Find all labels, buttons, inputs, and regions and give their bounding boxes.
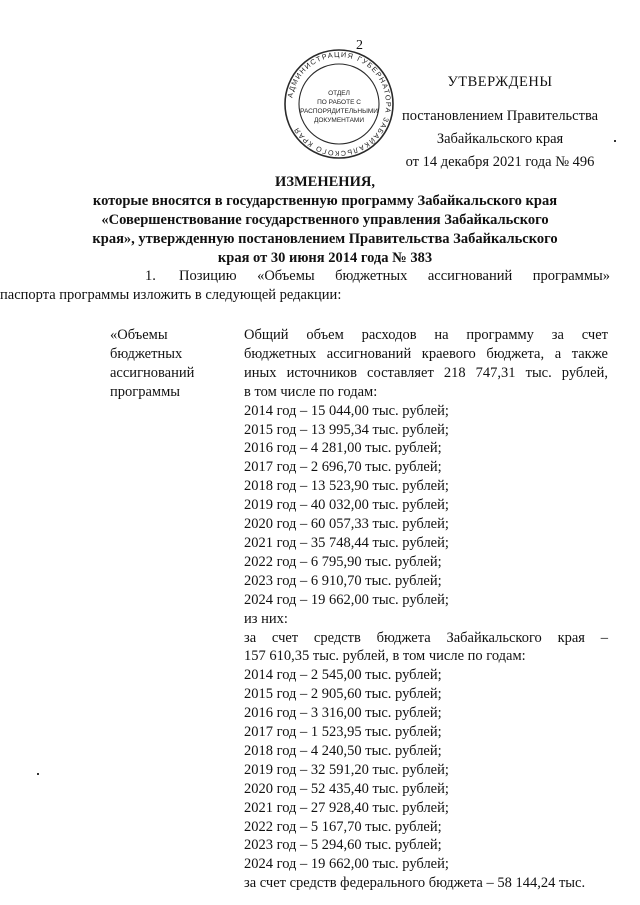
intro-paragraph bbox=[0, 267, 610, 305]
year-amount-line: 2015 год – 2 905,60 тыс. рублей; bbox=[244, 686, 442, 703]
year-amount-line: 2019 год – 40 032,00 тыс. рублей; bbox=[244, 497, 449, 514]
year-amount-line: 2020 год – 60 057,33 тыс. рублей; bbox=[244, 516, 449, 533]
heading-line: которые вносятся в государственную программу Забайкальского края bbox=[92, 193, 558, 209]
seal-center-line: ОТДЕЛ bbox=[328, 90, 350, 97]
heading-line: края», утвержденную постановлением Правительства Забайкальского bbox=[92, 231, 558, 247]
seal-center-line: ПО РАБОТЕ С bbox=[317, 99, 361, 106]
year-amount-line: 2024 год – 19 662,00 тыс. рублей; bbox=[244, 856, 449, 873]
text-line: из них: bbox=[244, 610, 288, 627]
heading-title: ИЗМЕНЕНИЯ, bbox=[275, 174, 375, 190]
table-label-cell bbox=[110, 326, 230, 402]
text-line: за счет средств федерального бюджета – 58 144,24 тыс. bbox=[244, 875, 586, 892]
label-line: бюджетных bbox=[110, 346, 183, 362]
intro-line: паспорта программы изложить в следующей редакции: bbox=[0, 287, 342, 303]
label-line: ассигнований bbox=[110, 365, 195, 381]
approval-block bbox=[380, 71, 620, 174]
approval-line: от 14 декабря 2021 года № 496 bbox=[405, 154, 595, 170]
heading-line: «Совершенствование государственного управления Забайкальского bbox=[101, 212, 549, 228]
year-amount-line: 2014 год – 2 545,00 тыс. рублей; bbox=[244, 667, 442, 684]
year-amount-line: 2023 год – 6 910,70 тыс. рублей; bbox=[244, 572, 442, 589]
text-line: Общий объем расходов на программу за счет bbox=[244, 327, 608, 343]
year-amount-line: 2017 год – 1 523,95 тыс. рублей; bbox=[244, 724, 442, 741]
text-line: в том числе по годам: bbox=[244, 383, 378, 400]
text-line: за счет средств бюджета Забайкальского края – bbox=[244, 629, 608, 646]
year-amount-line: 2018 год – 13 523,90 тыс. рублей; bbox=[244, 478, 449, 495]
year-amount-line: 2015 год – 13 995,34 тыс. рублей; bbox=[244, 421, 449, 438]
seal-outer-text: АДМИНИСТРАЦИЯ ГУБЕРНАТОРА ЗАБАЙКАЛЬСКОГО КРАЯ bbox=[285, 49, 394, 159]
year-amount-line: 2023 год – 5 294,60 тыс. рублей; bbox=[244, 837, 442, 854]
scan-speck bbox=[614, 140, 616, 142]
year-amount-line: 2018 год – 4 240,50 тыс. рублей; bbox=[244, 742, 442, 759]
item-number: 1. bbox=[145, 268, 156, 284]
year-amount-line: 2021 год – 35 748,44 тыс. рублей; bbox=[244, 534, 449, 551]
intro-line: 1. Позицию «Объемы бюджетных ассигнований программы» bbox=[145, 268, 610, 284]
year-amount-line: 2020 год – 52 435,40 тыс. рублей; bbox=[244, 780, 449, 797]
approval-line: постановлением Правительства bbox=[401, 108, 599, 124]
approval-title: УТВЕРЖДЕНЫ bbox=[447, 74, 553, 90]
years-regional-list bbox=[244, 666, 608, 874]
table-value-cell bbox=[244, 326, 608, 893]
seal-center-line: РАСПОРЯДИТЕЛЬНЫМИ bbox=[300, 108, 378, 115]
scan-speck bbox=[37, 773, 39, 775]
label-line: программы bbox=[110, 384, 180, 400]
year-amount-line: 2014 год – 15 044,00 тыс. рублей; bbox=[244, 402, 449, 419]
year-amount-line: 2016 год – 4 281,00 тыс. рублей; bbox=[244, 440, 442, 457]
text-line: иных источников составляет 218 747,31 тыс. рублей, bbox=[244, 364, 608, 381]
heading-line: края от 30 июня 2014 года № 383 bbox=[217, 250, 433, 266]
page-number: 2 bbox=[356, 38, 363, 53]
label-line: «Объемы bbox=[110, 327, 168, 343]
seal-center-line: ДОКУМЕНТАМИ bbox=[313, 117, 365, 124]
year-amount-line: 2021 год – 27 928,40 тыс. рублей; bbox=[244, 799, 449, 816]
document-heading bbox=[60, 173, 590, 268]
years-total-list bbox=[244, 402, 608, 610]
year-amount-line: 2016 год – 3 316,00 тыс. рублей; bbox=[244, 705, 442, 722]
year-amount-line: 2019 год – 32 591,20 тыс. рублей; bbox=[244, 761, 449, 778]
approval-line: Забайкальского края bbox=[436, 131, 564, 147]
text-line: 157 610,35 тыс. рублей, в том числе по годам: bbox=[244, 648, 526, 665]
text-line: бюджетных ассигнований краевого бюджета, а также bbox=[244, 345, 608, 362]
year-amount-line: 2022 год – 5 167,70 тыс. рублей; bbox=[244, 818, 442, 835]
year-amount-line: 2017 год – 2 696,70 тыс. рублей; bbox=[244, 459, 442, 476]
year-amount-line: 2024 год – 19 662,00 тыс. рублей; bbox=[244, 591, 449, 608]
official-seal-stamp bbox=[283, 48, 395, 160]
year-amount-line: 2022 год – 6 795,90 тыс. рублей; bbox=[244, 553, 442, 570]
